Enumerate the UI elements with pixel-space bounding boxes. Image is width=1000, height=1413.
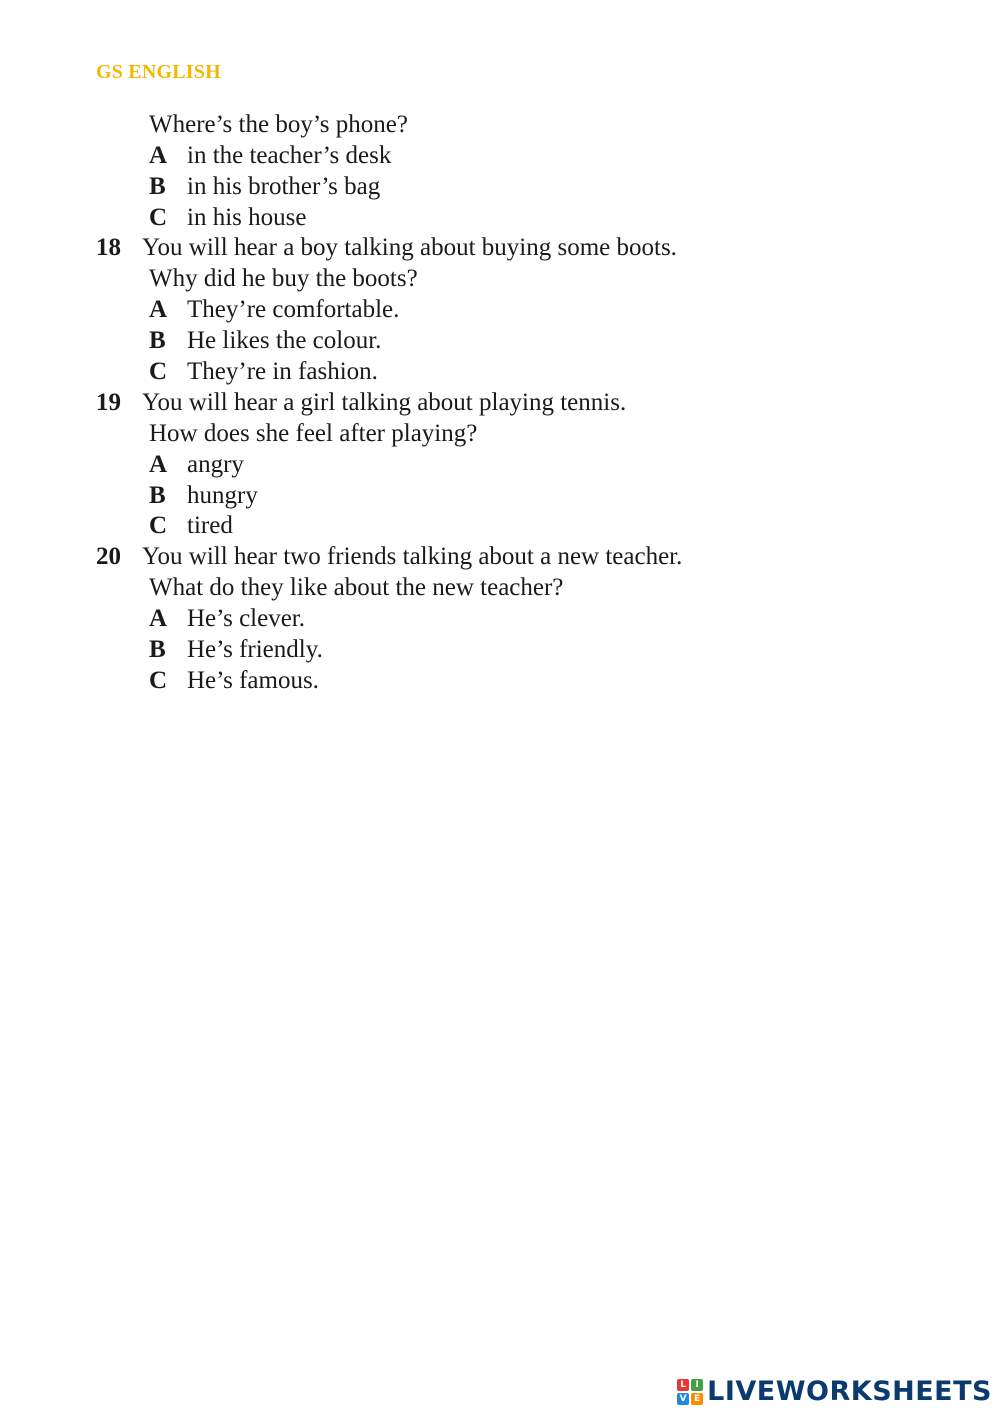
option-letter: B <box>149 173 166 200</box>
option-letter: B <box>149 636 166 663</box>
q19-option-a[interactable] <box>0 451 1000 481</box>
option-letter: C <box>149 512 168 539</box>
option-text: They’re comfortable. <box>187 296 400 323</box>
q17-option-a[interactable] <box>0 142 1000 172</box>
q20-stem-row <box>0 543 1000 573</box>
option-text: He’s famous. <box>187 667 319 694</box>
option-letter: C <box>149 358 168 385</box>
q17-question: Where’s the boy’s phone? <box>149 111 408 138</box>
q18-option-a[interactable] <box>0 296 1000 326</box>
option-text: tired <box>187 512 233 539</box>
q18-option-b[interactable] <box>0 327 1000 357</box>
q20-question-row <box>0 574 1000 604</box>
q19-option-b[interactable] <box>0 482 1000 512</box>
logo-letter-l: L <box>677 1379 689 1391</box>
option-letter: B <box>149 327 166 354</box>
option-text: in his brother’s bag <box>187 173 381 200</box>
q19-stem: You will hear a girl talking about playing tennis. <box>142 389 627 416</box>
option-text: angry <box>187 451 244 478</box>
option-letter: A <box>149 142 168 169</box>
q18-option-c[interactable] <box>0 358 1000 388</box>
option-letter: B <box>149 482 166 509</box>
q19-option-c[interactable] <box>0 512 1000 542</box>
q20-question: What do they like about the new teacher? <box>149 574 564 601</box>
logo-letter-e: E <box>691 1393 703 1405</box>
q18-stem: You will hear a boy talking about buying some boots. <box>142 234 677 261</box>
liveworksheets-logo[interactable] <box>677 1376 992 1407</box>
option-letter: A <box>149 605 168 632</box>
header-title: GS ENGLISH <box>96 61 221 83</box>
option-text: He likes the colour. <box>187 327 382 354</box>
q20-stem: You will hear two friends talking about a new teacher. <box>142 543 683 570</box>
q18-stem-row <box>0 234 1000 264</box>
q18-question: Why did he buy the boots? <box>149 265 418 292</box>
q17-question-row <box>0 111 1000 141</box>
option-text: He’s clever. <box>187 605 306 632</box>
logo-letter-i: I <box>691 1379 703 1391</box>
option-text: in the teacher’s desk <box>187 142 392 169</box>
q20-number: 20 <box>96 543 121 570</box>
logo-letter-v: V <box>677 1393 689 1405</box>
q17-option-c[interactable] <box>0 204 1000 234</box>
option-text: in his house <box>187 204 307 231</box>
option-text: They’re in fashion. <box>187 358 378 385</box>
q20-option-c[interactable] <box>0 667 1000 697</box>
q19-question-row <box>0 420 1000 450</box>
q17-option-b[interactable] <box>0 173 1000 203</box>
option-text: hungry <box>187 482 258 509</box>
q20-option-b[interactable] <box>0 636 1000 666</box>
q20-option-a[interactable] <box>0 605 1000 635</box>
option-letter: A <box>149 451 168 478</box>
q19-number: 19 <box>96 389 121 416</box>
liveworksheets-logo-icon <box>677 1379 703 1405</box>
option-letter: A <box>149 296 168 323</box>
q19-question: How does she feel after playing? <box>149 420 478 447</box>
q19-stem-row <box>0 389 1000 419</box>
option-letter: C <box>149 204 168 231</box>
option-text: He’s friendly. <box>187 636 323 663</box>
q18-number: 18 <box>96 234 121 261</box>
q18-question-row <box>0 265 1000 295</box>
logo-text: LIVEWORKSHEETS <box>707 1376 992 1407</box>
option-letter: C <box>149 667 168 694</box>
